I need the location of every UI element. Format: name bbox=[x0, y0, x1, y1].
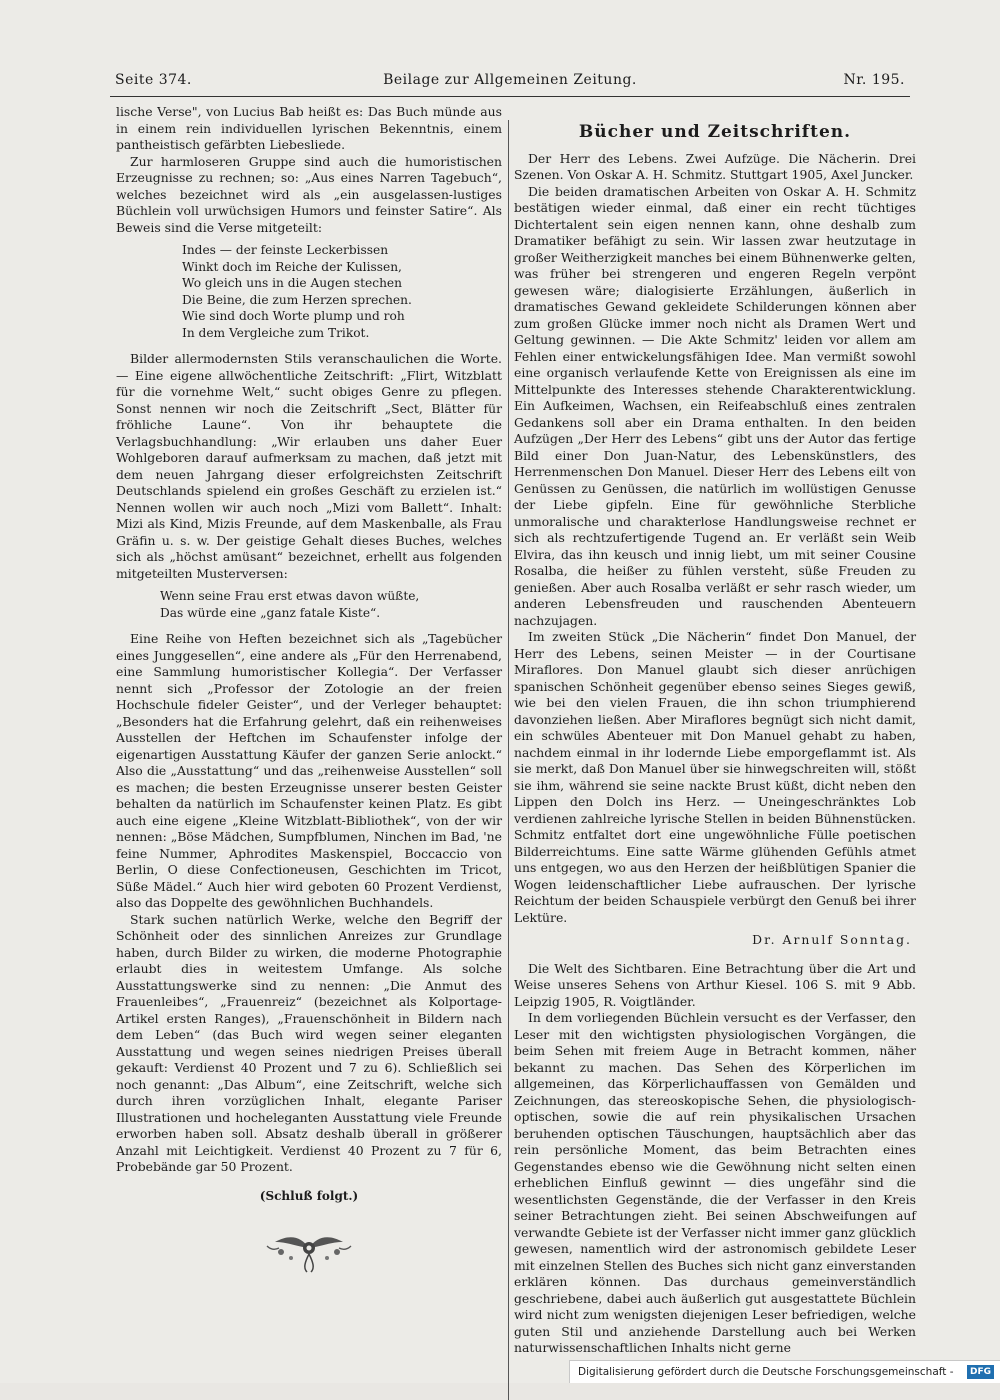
poem-line: Das würde eine „ganz fatale Kiste“. bbox=[160, 605, 381, 620]
paragraph: Zur harmloseren Gruppe sind auch die humoristischen Erzeugnisse zu rechnen; so: „Aus eines Narren Tagebuch“, welches bezeichnet wird als „ein ausgelassen-lustiges Büchlein voll urwüchsigen Humors und feinster Satire“. Als Beweis sind die Verse mitgeteilt: bbox=[116, 153, 502, 235]
left-column bbox=[116, 104, 502, 1274]
digitization-footer bbox=[569, 1360, 1000, 1383]
poem-quote bbox=[160, 588, 502, 621]
paragraph: Die beiden dramatischen Arbeiten von Oskar A. H. Schmitz bestätigen wieder einmal, daß einer ein recht tüchtiges Dichtertalent sein eigen nennen kann, ohne deshalb zum Dramatiker befähigt zu sein. Wir lassen zwar heutzutage in großer Weitherzigkeit manches bei einem Bühnenwerke gelten, was früher bei strengeren und engeren Regeln verpönt gewesen wäre; dialogisierte Erzählungen, äußerlich in dramatisches Gewand gekleidete Schilderungen können aber zum großen Glücke immer noch nicht als Dramen Wert und Geltung gewinnen. — Die Akte Schmitz' leiden vor allem am Fehlen einer entwickelungsfähigen Idee. Man vermißt sowohl eine organisch verlaufende Kette von Ereignissen als eine im Mittelpunkte des Interesses stehende Charakterentwicklung. Ein Aufkeimen, Wachsen, ein Reifeabschluß eines zentralen Gedankens soll aber ein Drama enthalten. In den beiden Aufzügen „Der Herr des Lebens“ gibt uns der Autor das fertige Bild einer Don Juan-Natur, des Lebenskünstlers, des Herrenmenschen Don Manuel. Dieser Herr des Lebens eilt von Genüssen zu Genüssen, die natürlich im wollüstigen Genusse der Liebe gipfeln. Eine für gewöhnliche Sterbliche unmoralische und charakterlose Handlungsweise rechnet er sich als rechtzufertigende Tugend an. Er verläßt sein Weib Elvira, das ihn keusch und innig liebt, um mit seiner Cousine Rosalba, die heißer zu fühlen versteht, süße Freuden zu genießen. Aber auch Rosalba verläßt er sehr rasch wieder, um anderen Lebensfreuden und rauschenden Abenteuern nachzujagen. bbox=[514, 183, 916, 628]
column-divider bbox=[508, 120, 509, 1400]
paragraph: Im zweiten Stück „Die Nächerin“ findet Don Manuel, der Herr des Lebens, seinen Meister — in der Courtisane Miraflores. Don Manuel glaubt sich dieser anrüchigen spanischen Schönheit gegenüber ebenso seines Sieges gewiß, wie bei den vielen Frauen, die ihn schon triumphierend davonziehen ließen. Aber Miraflores begnügt sich nicht damit, ein schwüles Abenteuer mit Don Manuel gehabt zu haben, nachdem einmal in ihr lodernde Liebe emporgeflammt ist. Als sie merkt, daß Don Manuel über sie hinwegschreiten will, stößt sie ihm, während sie seine nackte Brust küßt, dicht neben den Lippen den Dolch ins Herz. — Uneingeschränktes Lob verdienen zahlreiche lyrische Stellen in beiden Bühnenstücken. Schmitz entfaltet dort eine ungewöhnliche Fülle poetischen Bilderreichtums. Eine satte Wärme glühenden Gefühls atmet uns entgegen, wo aus den Herzen der heißblütigen Spanier die Wogen leidenschaftlicher Liebe aufrauschen. Der lyrische Reichtum der beiden Schauspiele verbürgt den Genuß bei ihrer Lektüre. bbox=[514, 629, 916, 925]
page-number: Seite 374. bbox=[115, 72, 192, 88]
issue-number: Nr. 195. bbox=[843, 72, 905, 88]
paragraph: lische Verse", von Lucius Bab heißt es: Das Buch münde aus in einem rein individuellen lyrischen Bekenntnis, einem pantheistisch gefärbten Liebesliede. bbox=[116, 104, 502, 152]
poem-line: Wie sind doch Worte plump und roh bbox=[182, 309, 405, 323]
header-rule bbox=[110, 96, 910, 97]
poem-line: Winkt doch im Reiche der Kulissen, bbox=[182, 259, 402, 274]
dfg-logo: DFG bbox=[967, 1365, 994, 1379]
floral-ornament-icon bbox=[261, 1222, 357, 1274]
poem-line: Wo gleich uns in die Augen stechen bbox=[182, 276, 402, 290]
page-header bbox=[115, 68, 905, 92]
poem-line: Die Beine, die zum Herzen sprechen. bbox=[182, 292, 412, 307]
poem-line: Wenn seine Frau erst etwas davon wüßte, bbox=[160, 589, 420, 603]
poem-quote bbox=[182, 242, 502, 341]
section-title: Bücher und Zeitschriften. bbox=[578, 122, 852, 142]
poem-line: In dem Vergleiche zum Trikot. bbox=[182, 325, 370, 340]
paragraph: In dem vorliegenden Büchlein versucht es der Verfasser, den Leser mit den wichtigsten physiologischen Vorgängen, die beim Sehen mit freiem Auge in Betracht kommen, näher bekannt zu machen. Das Sehen des Körperlichen im allgemeinen, das Körperlichauffassen von Gemälden und Zeichnungen, das stereoskopische Sehen, die physiologisch-optischen, sowie die auf rein physikalischen Ursachen beruhenden optischen Täuschungen, hauptsächlich aber das rein persönliche Moment, das beim Betrachten eines Gegenstandes ebenso wie die Gewöhnung nicht selten einen erheblichen Einfluß gewinnt — dies ungefähr sind die wesentlichsten Gegenstände, die der Verfasser in den Kreis seiner Betrachtungen zieht. Bei seinen Abschweifungen auf verwandte Gebiete ist der Verfasser nicht immer ganz glücklich gewesen, namentlich wird der astronomisch gebildete Leser mit einzelnen Stellen des Buches sich nicht ganz einverstanden erklären können. Das durchaus gemeinverständlich geschriebene, dabei auch äußerlich gut ausgestattete Büchlein wird nicht zum wenigsten diejenigen Leser befriedigen, welche guten Stil und anziehende Darstellung auch bei Werken naturwissenschaftlichen Inhalts nicht gerne bbox=[514, 1010, 916, 1355]
paragraph: Stark suchen natürlich Werke, welche den Begriff der Schönheit oder des sinnlichen Anreizes zur Grundlage haben, durch Bilder zu wirken, die moderne Photographie erlaubt dies in weitestem Umfange. Als solche Ausstattungswerke sind zu nennen: „Die Anmut des Frauenleibes“, „Frauenreiz“ (bezeichnet als Kolportage-Artikel ersten Ranges), „Frauenschönheit in Bildern nach dem Leben“ (das Buch wird wegen seiner eleganten Ausstattung und wegen seines niedrigen Preises überall gekauft: Verdienst 40 Prozent und 7 zu 6). Schließlich sei noch genannt: „Das Album“, eine Zeitschrift, welche sich durch ihren vorzüglichen Inhalt, elegante Pariser Illustrationen und hocheleganten Ausstattung viele Freunde erworben haben soll. Absatz deshalb überall in größerer Anzahl mit Leichtigkeit. Verdienst 40 Prozent zu 7 für 6, Probebände gar 50 Prozent. bbox=[116, 911, 502, 1174]
review-heading: Die Welt des Sichtbaren. Eine Betrachtung über die Art und Weise unseres Sehens von Arthur Kiesel. 106 S. mit 9 Abb. Leipzig 1905, R. Voigtländer. bbox=[514, 960, 916, 1009]
right-column bbox=[514, 104, 916, 1357]
publication-title: Beilage zur Allgemeinen Zeitung. bbox=[383, 72, 637, 88]
paragraph: Eine Reihe von Heften bezeichnet sich als „Tagebücher eines Junggesellen“, eine andere als „Für den Herrenabend, eine Sammlung humoristischer Kollegia“. Der Verfasser nennt sich „Professor der Zotologie an der freien Hochschule fideler Geister“, und der Verleger behauptet: „Besonders hat die Erfahrung gelehrt, daß ein reihenweises Ausstellen der Heftchen im Schaufenster infolge der eigenartigen Ausstattung Käufer der ganzen Serie anlockt.“ Also die „Ausstattung“ und das „reihenweise Ausstellen“ soll es machen; die besten Erzeugnisse unserer besten Geister behalten da natürlich im Schaufenster keinen Platz. Es gibt auch eine eigene „Kleine Witzblatt-Bibliothek“, von der wir nennen: „Böse Mädchen, Sumpfblumen, Ninchen im Bad, 'ne feine Nummer, Aphrodites Maskenspiel, Boccaccio von Berlin, O diese Confectioneusen, Geschichten im Tricot, Süße Mädel.“ Auch hier wird geboten 60 Prozent Verdienst, also das Doppelte des gewöhnlichen Buchhandels. bbox=[116, 631, 502, 910]
paragraph: Bilder allermodernsten Stils veranschaulichen die Worte. — Eine eigene allwöchentliche Zeitschrift: „Flirt, Witzblatt für die vornehme Welt,“ sucht obiges Genre zu pflegen. Sonst nennen wir noch die Zeitschrift „Sect, Blätter für fröhliche Laune“. Von ihr behauptete die Verlagsbuchhandlung: „Wir erlauben uns daher Euer Wohlgeboren darauf aufmerksam zu machen, daß jetzt mit dem neuen Jahrgang dieser erfolgreichsten Zeitschrift Deutschlands spielend ein großes Geschäft zu erzielen ist.“ Nennen wollen wir auch noch „Mizi vom Ballett“. Inhalt: Mizi als Kind, Mizis Freunde, auf dem Maskenballe, als Frau Gräfin u. s. w. Der geistige Gehalt dieses Buches, welches sich als „höchst amüsant“ bezeichnet, erhellt aus folgenden mitgeteilten Musterversen: bbox=[116, 351, 502, 581]
author-signature: Dr. Arnulf Sonntag. bbox=[752, 932, 912, 947]
continued-note: (Schluß folgt.) bbox=[259, 1188, 359, 1203]
poem-line: Indes — der feinste Leckerbissen bbox=[182, 243, 389, 257]
review-heading: Der Herr des Lebens. Zwei Aufzüge. Die Nächerin. Drei Szenen. Von Oskar A. H. Schmitz. Stuttgart 1905, Axel Juncker. bbox=[514, 150, 916, 182]
funding-credit: Digitalisierung gefördert durch die Deutsche Forschungsgemeinschaft - bbox=[578, 1366, 954, 1378]
